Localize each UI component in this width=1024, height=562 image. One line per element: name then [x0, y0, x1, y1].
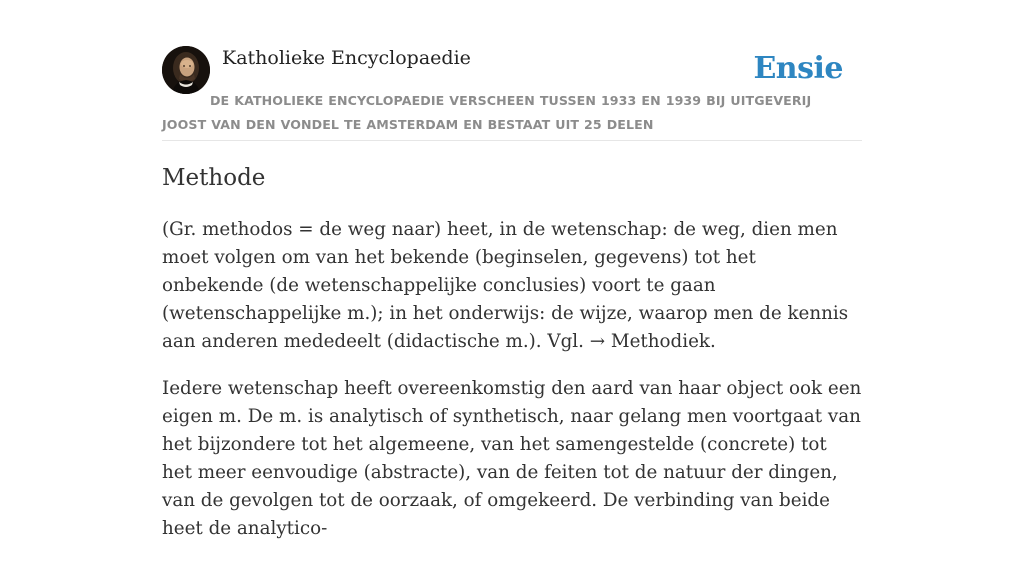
site-title[interactable]: Katholieke Encyclopaedie: [222, 47, 471, 69]
article-paragraph: Iedere wetenschap heeft overeenkomstig den aard van haar object ook een eigen m. De m. is analytisch of synthetisch, naar gelang men voortgaat van het bijzondere tot het algemeene, van het samengestelde (concrete) tot het meer eenvoudige (abstracte), van de feiten tot de natuur der dingen, van de gevolgen tot de oorzaak, of omgekeerd. De verbinding van beide heet de analytico-: [162, 378, 862, 539]
portrait-icon: [162, 46, 210, 94]
page: [162, 0, 862, 539]
site-header: [162, 46, 862, 141]
site-subtitle: DE KATHOLIEKE ENCYCLOPAEDIE VERSCHEEN TUSSEN 1933 EN 1939 BIJ UITGEVERIJ JOOST VAN DEN VONDEL TE AMSTERDAM EN BESTAAT UIT 25 DELEN: [162, 93, 812, 132]
avatar[interactable]: [162, 46, 210, 94]
article-paragraph: (Gr. methodos = de weg naar) heet, in de wetenschap: de weg, dien men moet volgen om van het bekende (beginselen, gegevens) tot het onbekende (de wetenschappelijke conclusies) voort te gaan (wetenschappelijke m.); in het onderwijs: de wijze, waarop men de kennis aan anderen mededeelt (didactische m.). Vgl. → Methodiek.: [162, 219, 849, 352]
brand-logo[interactable]: Ensie: [753, 51, 843, 86]
page-title: Methode: [162, 165, 266, 191]
article-body: [162, 216, 862, 562]
